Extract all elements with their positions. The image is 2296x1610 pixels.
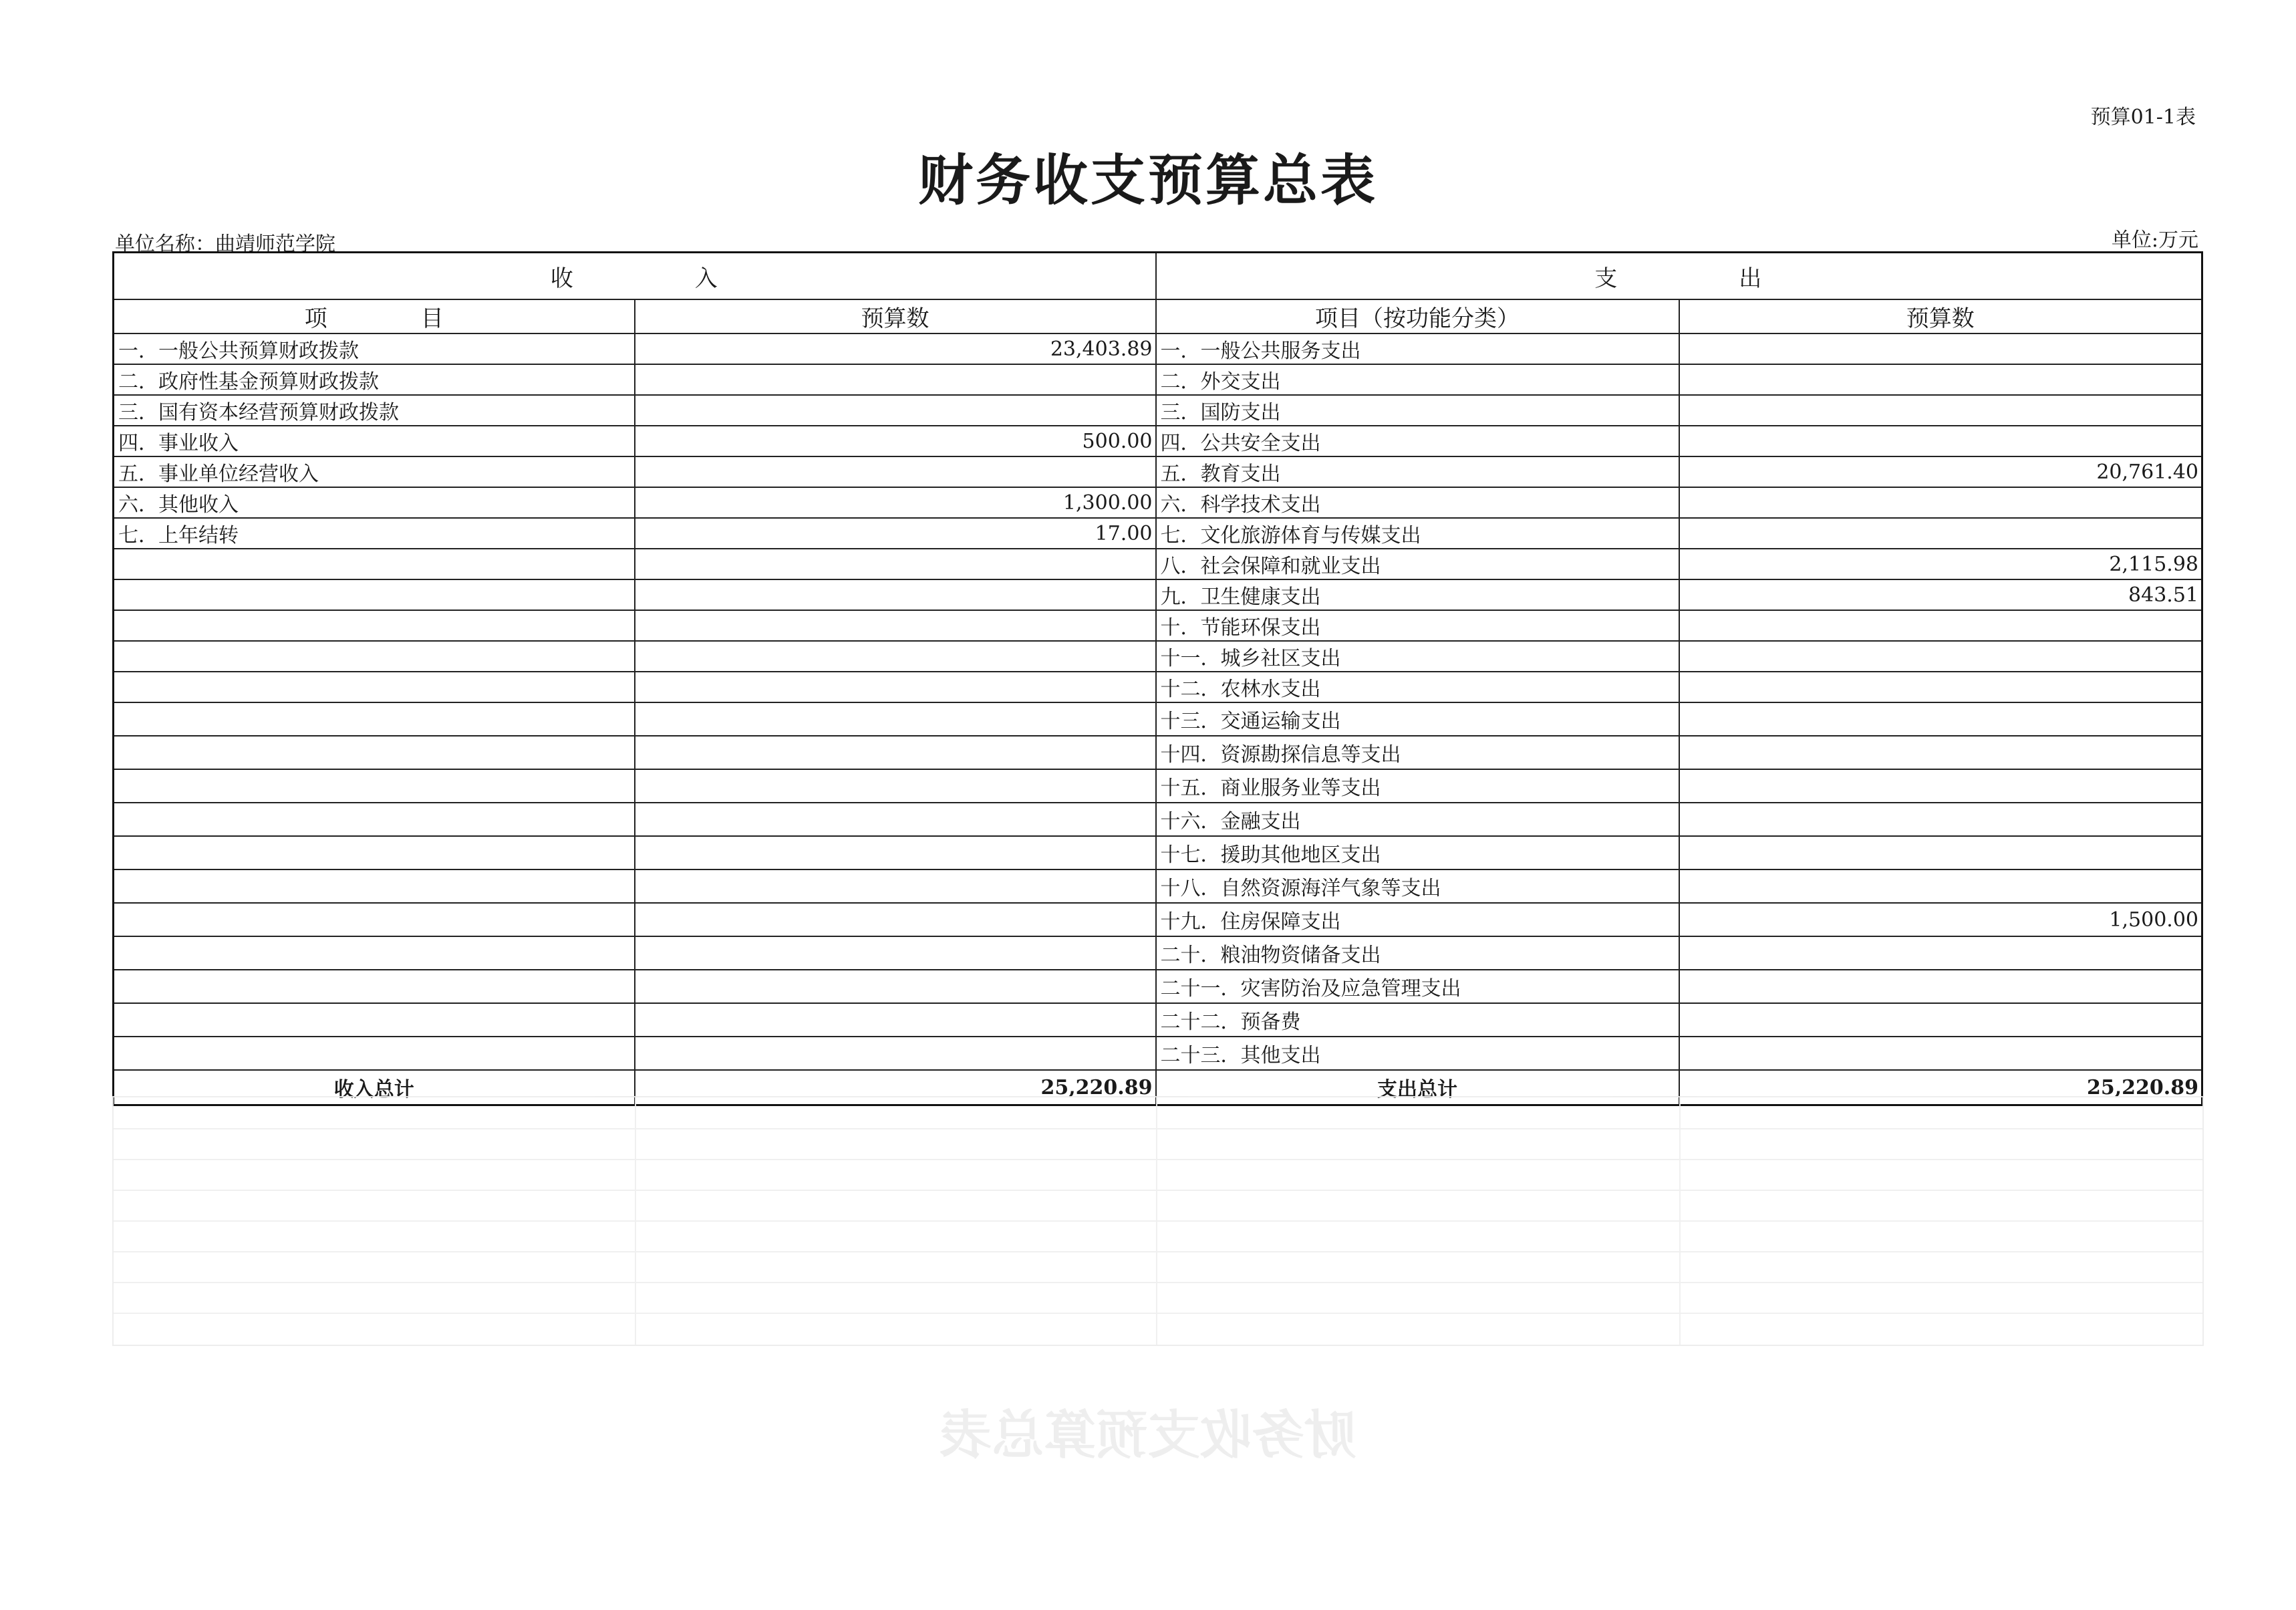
- expense-amount-cell: [1679, 518, 2202, 549]
- table-row: [114, 970, 2202, 1003]
- income-amount-cell: [635, 836, 1156, 869]
- income-amount-cell: [635, 672, 1156, 702]
- expense-amount-cell: [1679, 702, 2202, 736]
- income-item-cell: 四．事业收入: [114, 426, 635, 456]
- income-item-header-char-2: 目: [420, 305, 444, 332]
- expense-amount-cell: 2,115.98: [1679, 549, 2202, 579]
- expense-amount-cell: [1679, 395, 2202, 426]
- table-row: [114, 333, 2202, 364]
- income-amount-cell: [635, 456, 1156, 487]
- income-item-cell: 二．政府性基金预算财政拨款: [114, 364, 635, 395]
- income-item-cell: [114, 672, 635, 702]
- income-item-cell: 七．上年结转: [114, 518, 635, 549]
- income-item-cell: [114, 1003, 635, 1037]
- income-amount-cell: [635, 803, 1156, 836]
- income-amount-header: 预算数: [635, 299, 1156, 333]
- income-item-cell: 五．事业单位经营收入: [114, 456, 635, 487]
- income-amount-cell: [635, 1037, 1156, 1070]
- table-row: [114, 702, 2202, 736]
- income-amount-cell: [635, 1003, 1156, 1037]
- income-amount-cell: [635, 395, 1156, 426]
- expense-item-cell: 九．卫生健康支出: [1156, 579, 1679, 610]
- income-amount-cell: 23,403.89: [635, 333, 1156, 364]
- income-item-cell: [114, 803, 635, 836]
- expense-amount-cell: [1679, 836, 2202, 869]
- expense-amount-cell: 20,761.40: [1679, 456, 2202, 487]
- show-through-title: 财务收支预算总表: [940, 1405, 1357, 1466]
- income-item-cell: [114, 736, 635, 769]
- income-item-cell: 一．一般公共预算财政拨款: [114, 333, 635, 364]
- table-row: [114, 426, 2202, 456]
- income-item-header: [114, 299, 635, 333]
- income-item-cell: [114, 610, 635, 641]
- income-item-cell: [114, 702, 635, 736]
- income-amount-cell: [635, 549, 1156, 579]
- page-title: 财务收支预算总表: [917, 149, 1378, 213]
- expense-item-cell: 十二．农林水支出: [1156, 672, 1679, 702]
- budget-table: [112, 251, 2203, 1106]
- expense-amount-cell: [1679, 869, 2202, 903]
- income-item-cell: 三．国有资本经营预算财政拨款: [114, 395, 635, 426]
- income-amount-cell: [635, 769, 1156, 803]
- table-row: [114, 395, 2202, 426]
- column-header-row: [114, 299, 2202, 333]
- income-item-cell: [114, 869, 635, 903]
- income-section-char-1: 收: [550, 265, 575, 292]
- income-item-cell: [114, 903, 635, 936]
- table-row: [114, 672, 2202, 702]
- expense-item-cell: 二十．粮油物资储备支出: [1156, 936, 1679, 970]
- expense-item-cell: 三．国防支出: [1156, 395, 1679, 426]
- income-item-cell: 六．其他收入: [114, 487, 635, 518]
- income-amount-cell: [635, 736, 1156, 769]
- expense-item-cell: 十三．交通运输支出: [1156, 702, 1679, 736]
- expense-amount-cell: [1679, 803, 2202, 836]
- expense-item-cell: 八．社会保障和就业支出: [1156, 549, 1679, 579]
- expense-amount-cell: [1679, 1037, 2202, 1070]
- expense-amount-cell: [1679, 364, 2202, 395]
- expense-item-cell: 十八．自然资源海洋气象等支出: [1156, 869, 1679, 903]
- table-row: [114, 836, 2202, 869]
- income-item-cell: [114, 549, 635, 579]
- expense-amount-cell: [1679, 936, 2202, 970]
- expense-amount-cell: 1,500.00: [1679, 903, 2202, 936]
- income-item-cell: [114, 936, 635, 970]
- income-item-cell: [114, 970, 635, 1003]
- expense-item-cell: 十九．住房保障支出: [1156, 903, 1679, 936]
- expense-amount-cell: [1679, 970, 2202, 1003]
- income-amount-cell: [635, 903, 1156, 936]
- table-row: [114, 579, 2202, 610]
- expense-amount-cell: [1679, 736, 2202, 769]
- income-amount-cell: [635, 936, 1156, 970]
- expense-item-cell: 二十三．其他支出: [1156, 1037, 1679, 1070]
- expense-section-header: [1156, 253, 2202, 300]
- income-item-cell: [114, 769, 635, 803]
- table-row: [114, 903, 2202, 936]
- expense-item-cell: 五．教育支出: [1156, 456, 1679, 487]
- table-row: [114, 936, 2202, 970]
- expense-item-cell: 四．公共安全支出: [1156, 426, 1679, 456]
- expense-item-cell: 七．文化旅游体育与传媒支出: [1156, 518, 1679, 549]
- expense-amount-cell: 843.51: [1679, 579, 2202, 610]
- income-amount-cell: [635, 579, 1156, 610]
- table-row: [114, 1037, 2202, 1070]
- expense-amount-cell: [1679, 641, 2202, 672]
- expense-amount-cell: [1679, 487, 2202, 518]
- table-row: [114, 487, 2202, 518]
- table-row: [114, 1003, 2202, 1037]
- table-row: [114, 364, 2202, 395]
- income-total-label: 收入总计: [114, 1070, 635, 1105]
- expense-amount-cell: [1679, 426, 2202, 456]
- income-amount-cell: [635, 641, 1156, 672]
- income-amount-cell: [635, 610, 1156, 641]
- income-item-cell: [114, 641, 635, 672]
- income-amount-cell: [635, 869, 1156, 903]
- table-row: [114, 736, 2202, 769]
- table-row: [114, 456, 2202, 487]
- table-row: [114, 769, 2202, 803]
- expense-item-cell: 十一．城乡社区支出: [1156, 641, 1679, 672]
- expense-section-char-2: 出: [1739, 265, 1763, 292]
- income-total-amount: 25,220.89: [635, 1070, 1156, 1105]
- expense-amount-cell: [1679, 769, 2202, 803]
- income-item-cell: [114, 579, 635, 610]
- expense-amount-cell: [1679, 672, 2202, 702]
- section-header-row: [114, 253, 2202, 300]
- show-through-table: [112, 1096, 2204, 1346]
- table-row: [114, 610, 2202, 641]
- income-item-cell: [114, 836, 635, 869]
- form-number: 预算01-1表: [2090, 106, 2196, 129]
- income-amount-cell: [635, 970, 1156, 1003]
- expense-item-cell: 十四．资源勘探信息等支出: [1156, 736, 1679, 769]
- income-amount-cell: [635, 364, 1156, 395]
- expense-item-cell: 二．外交支出: [1156, 364, 1679, 395]
- income-item-cell: [114, 1037, 635, 1070]
- income-section-header: [114, 253, 1156, 300]
- expense-section-char-1: 支: [1594, 265, 1619, 292]
- table-row: [114, 803, 2202, 836]
- expense-item-cell: 十六．金融支出: [1156, 803, 1679, 836]
- expense-item-cell: 一．一般公共服务支出: [1156, 333, 1679, 364]
- income-amount-cell: 17.00: [635, 518, 1156, 549]
- expense-item-cell: 六．科学技术支出: [1156, 487, 1679, 518]
- table-row: [114, 518, 2202, 549]
- expense-item-cell: 二十一．灾害防治及应急管理支出: [1156, 970, 1679, 1003]
- income-section-char-2: 入: [694, 265, 719, 292]
- expense-item-cell: 十七．援助其他地区支出: [1156, 836, 1679, 869]
- income-item-header-char-1: 项: [304, 305, 327, 332]
- unit-name: 单位名称：曲靖师范学院: [115, 233, 335, 256]
- expense-amount-cell: [1679, 333, 2202, 364]
- expense-amount-header: 预算数: [1679, 299, 2202, 333]
- expense-item-cell: 十．节能环保支出: [1156, 610, 1679, 641]
- expense-item-header: 项目（按功能分类）: [1156, 299, 1679, 333]
- table-row: [114, 641, 2202, 672]
- expense-item-cell: 二十二．预备费: [1156, 1003, 1679, 1037]
- table-row: [114, 549, 2202, 579]
- expense-amount-cell: [1679, 610, 2202, 641]
- table-row: [114, 869, 2202, 903]
- income-amount-cell: [635, 702, 1156, 736]
- expense-total-label: 支出总计: [1156, 1070, 1679, 1105]
- income-amount-cell: 1,300.00: [635, 487, 1156, 518]
- expense-item-cell: 十五．商业服务业等支出: [1156, 769, 1679, 803]
- expense-total-amount: 25,220.89: [1679, 1070, 2202, 1105]
- unit-label: 单位:万元: [2111, 229, 2198, 252]
- expense-amount-cell: [1679, 1003, 2202, 1037]
- income-amount-cell: 500.00: [635, 426, 1156, 456]
